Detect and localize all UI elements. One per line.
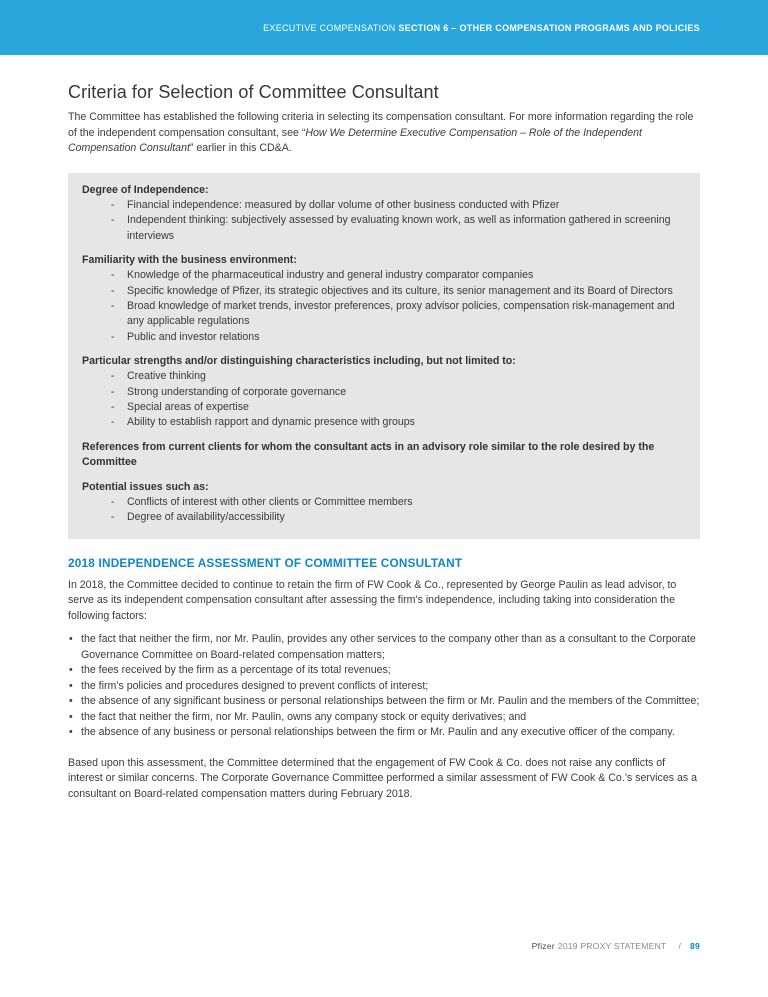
assessment-section-heading: 2018 INDEPENDENCE ASSESSMENT OF COMMITTEE CONSULTANT	[68, 555, 463, 570]
intro-text-post: ” earlier in this CD&A.	[189, 142, 292, 154]
criteria-item: - Strong understanding of corporate governance	[82, 385, 686, 400]
conclusion-paragraph: Based upon this assessment, the Committee determined that the engagement of FW Cook & Co. does not raise any conflicts of interest or similar concerns. The Corporate Governance Committee performed a similar assessment of FW Cook & Co.’s services as a consultant on Board-related compensation matters during February 2018.	[68, 756, 697, 800]
criteria-group-heading: References from current clients for whom the consultant acts in an advisory role similar to the role desired by the Committee	[82, 440, 655, 469]
criteria-group-heading: Degree of Independence:	[82, 183, 209, 196]
assessment-bullet: • the fact that neither the firm, nor Mr. Paulin, provides any other services to the company other than as a consultant to the Corporate Governance Committee on Board-related compensation matters;	[68, 632, 700, 663]
page-footer	[532, 941, 700, 951]
breadcrumb-section-title: SECTION 6 – OTHER COMPENSATION PROGRAMS AND POLICIES	[398, 22, 700, 33]
criteria-group-heading: Potential issues such as:	[82, 480, 209, 493]
criteria-item: - Public and investor relations	[82, 330, 686, 345]
criteria-item: - Degree of availability/accessibility	[82, 510, 686, 525]
footer-doc-title: 2019 PROXY STATEMENT	[557, 941, 667, 951]
intro-paragraph	[68, 110, 700, 157]
intro-text-italic: How We Determine Executive Compensation – Role of the Independent Compensation Consultant	[68, 126, 643, 154]
assessment-bullet: • the fees received by the firm as a percentage of its total revenues;	[68, 663, 700, 679]
assessment-bullet: • the absence of any business or personal relationships between the firm or Mr. Paulin and any executive officer of the company.	[68, 725, 700, 741]
criteria-item: - Knowledge of the pharmaceutical industry and general industry comparator companies	[82, 268, 686, 283]
criteria-item: - Conflicts of interest with other clients or Committee members	[82, 495, 686, 510]
criteria-group-heading: Familiarity with the business environment:	[82, 253, 297, 266]
assessment-bullet: • the firm’s policies and procedures designed to prevent conflicts of interest;	[68, 679, 700, 695]
assessment-bullet: • the fact that neither the firm, nor Mr. Paulin, owns any company stock or equity derivatives; and	[68, 710, 700, 726]
criteria-group-heading: Particular strengths and/or distinguishing characteristics including, but not limited to:	[82, 354, 516, 367]
criteria-item: - Special areas of expertise	[82, 400, 686, 415]
breadcrumb-section-label: EXECUTIVE COMPENSATION	[263, 22, 399, 33]
criteria-group-potential-issues	[82, 480, 686, 526]
criteria-item: - Creative thinking	[82, 369, 686, 384]
criteria-item: - Specific knowledge of Pfizer, its strategic objectives and its culture, its senior management and its Board of Directors	[82, 284, 686, 299]
footer-brand: Pfizer	[531, 941, 555, 951]
top-banner	[0, 0, 768, 55]
criteria-item: - Ability to establish rapport and dynamic presence with groups	[82, 415, 686, 430]
criteria-group-references	[82, 440, 686, 471]
assessment-bullet: • the absence of any significant business or personal relationships between the firm or Mr. Paulin and the members of the Committee;	[68, 694, 700, 710]
criteria-group-independence	[82, 183, 686, 244]
footer-page-number: 89	[690, 941, 700, 951]
breadcrumb	[263, 23, 700, 33]
page-content	[0, 82, 768, 802]
criteria-item: - Independent thinking: subjectively assessed by evaluating known work, as well as information gathered in screening interviews	[82, 213, 686, 244]
page-title: Criteria for Selection of Committee Consultant	[68, 82, 439, 102]
criteria-group-strengths	[82, 354, 686, 431]
intro-text-pre: The Committee has established the following criteria in selecting its compensation consultant. For more information regarding the role of the independent compensation consultant, see “	[68, 111, 694, 139]
criteria-item: - Financial independence: measured by dollar volume of other business conducted with Pfizer	[82, 198, 686, 213]
footer-separator: /	[678, 941, 682, 951]
criteria-box	[68, 173, 700, 539]
assessment-intro-paragraph: In 2018, the Committee decided to continue to retain the firm of FW Cook & Co., represented by George Paulin as lead advisor, to serve as its independent compensation consultant after assessing the firm’s independence, including taking into consideration the following factors:	[68, 578, 677, 622]
criteria-group-familiarity	[82, 253, 686, 345]
criteria-item: - Broad knowledge of market trends, investor preferences, proxy advisor policies, compensation risk-management and any applicable regulations	[82, 299, 686, 330]
assessment-bullet-list	[68, 632, 700, 741]
